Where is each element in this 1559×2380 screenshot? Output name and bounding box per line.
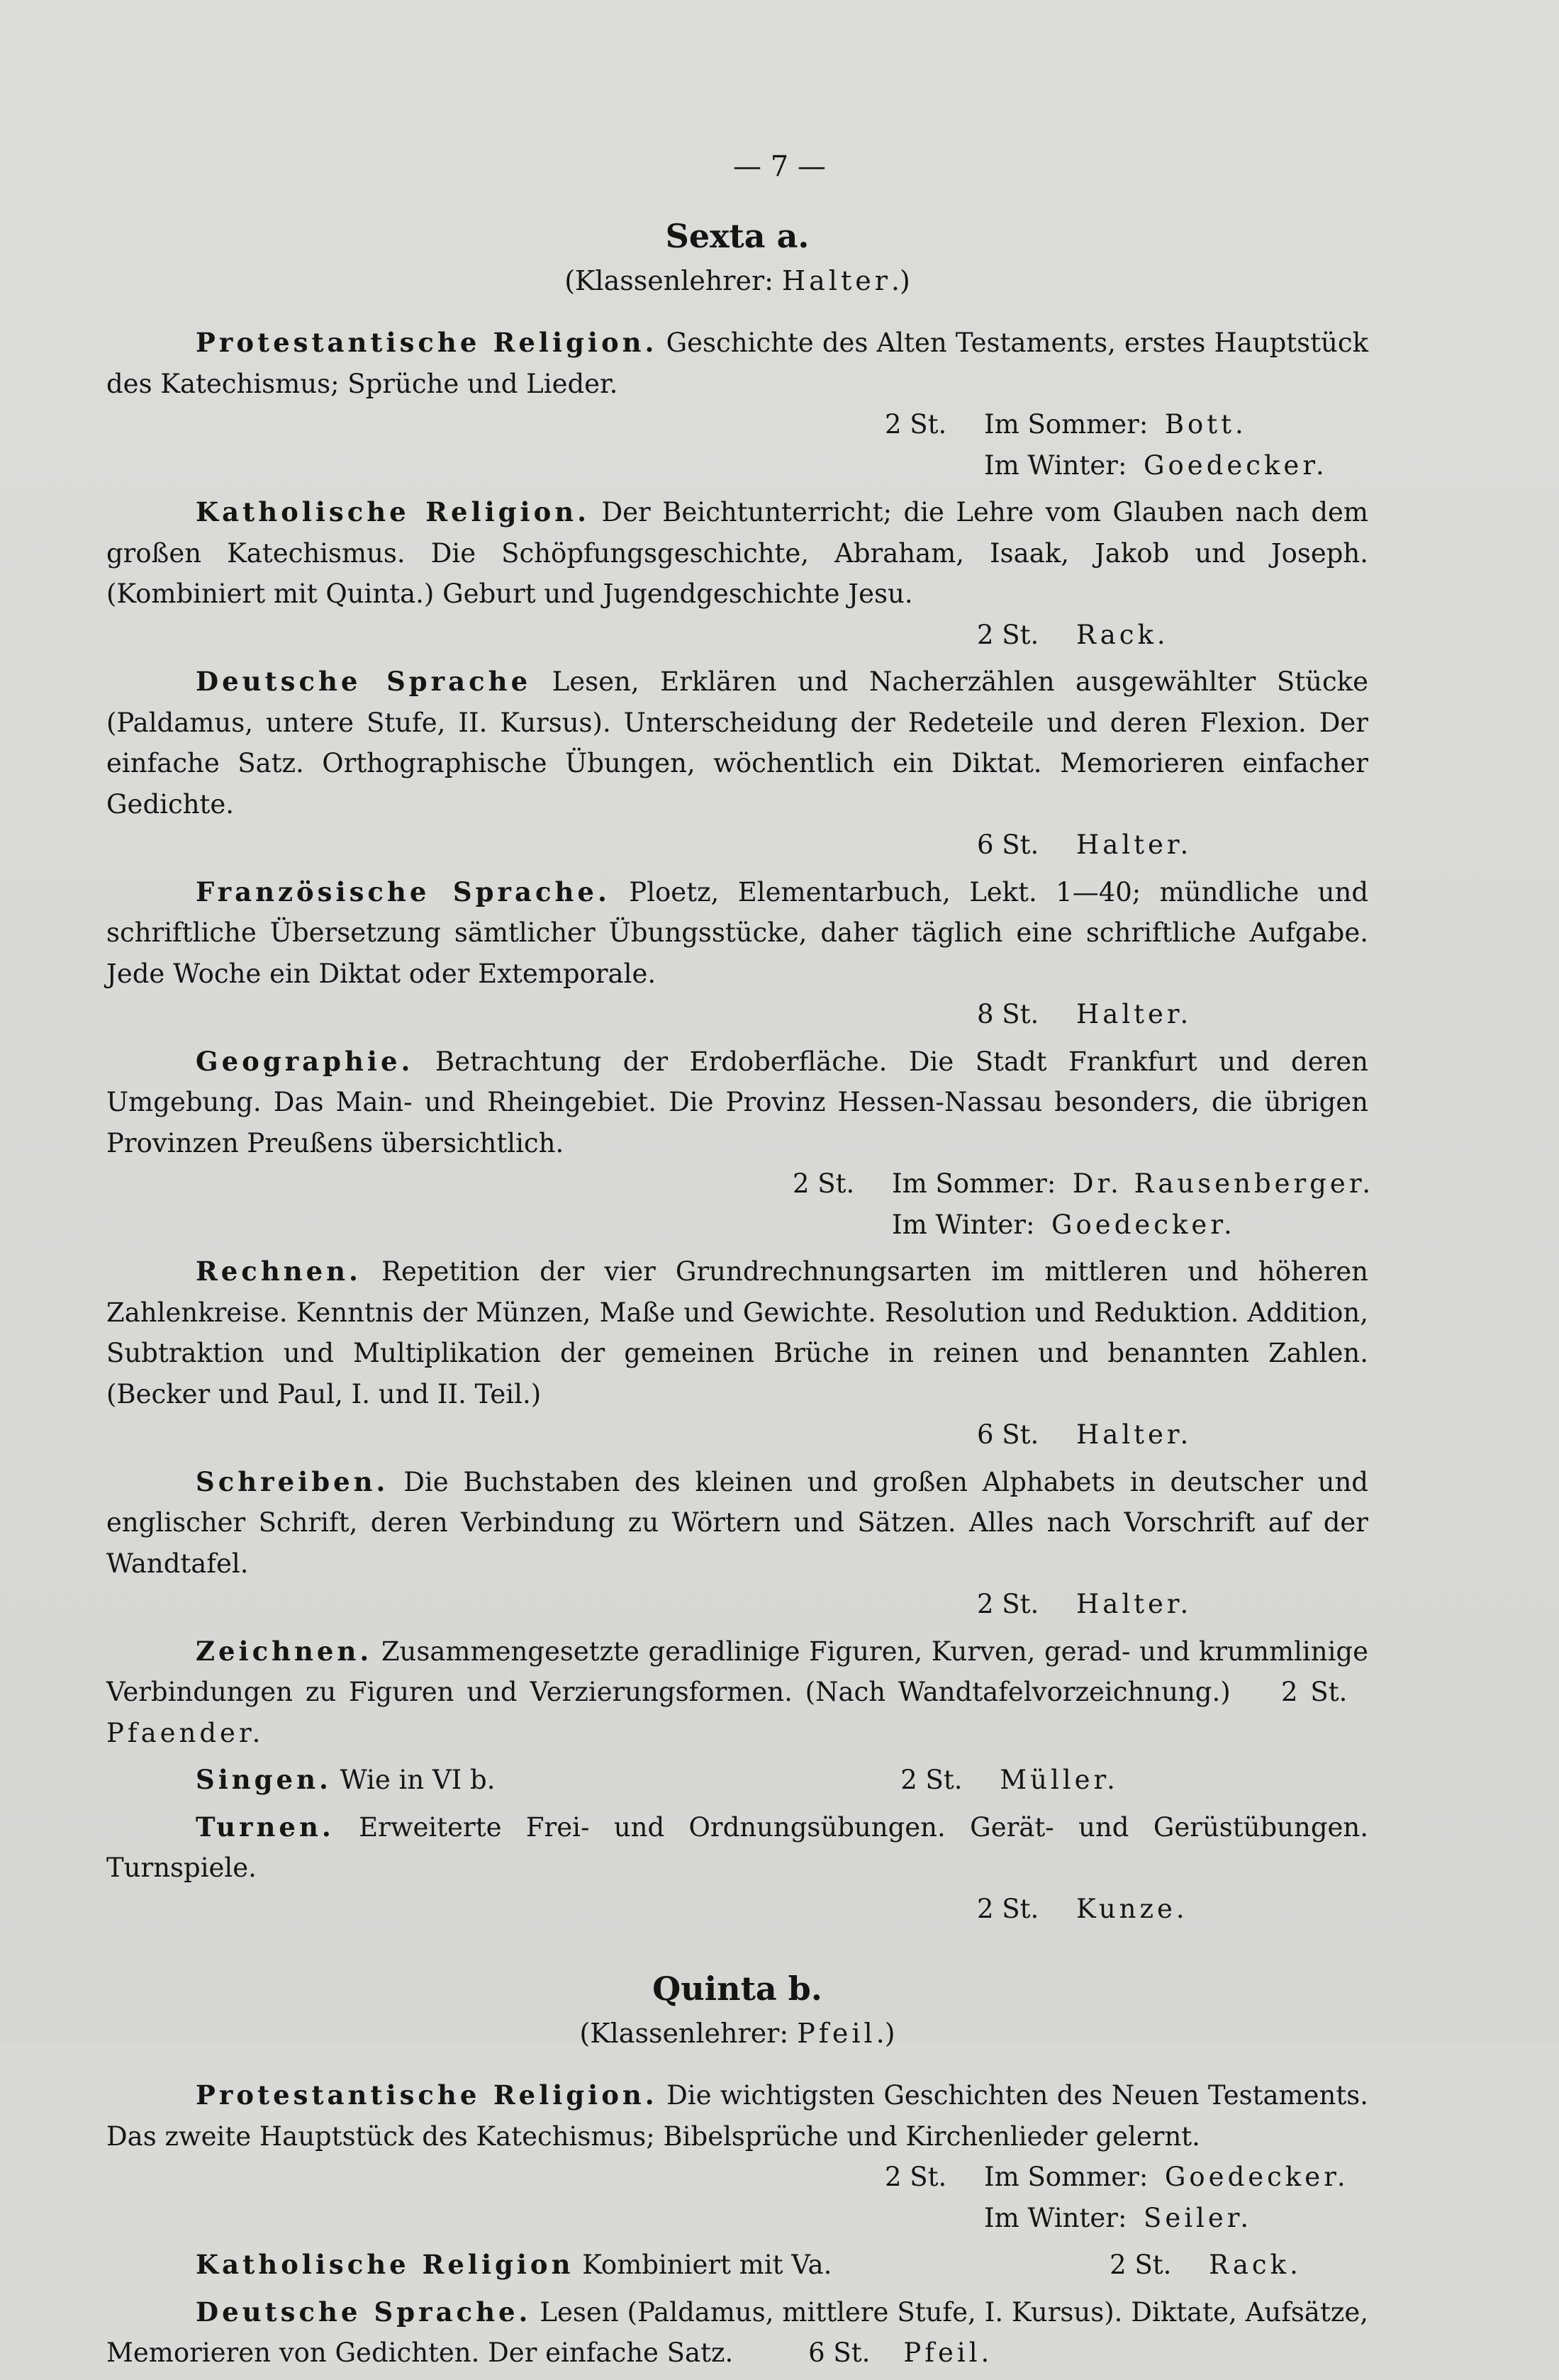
subject-text: Ploetz, Elementarbuch, Lekt. 1—40; mündliche und schriftliche Übersetzung sämtlicher Übungsstücke, daher täglich eine schriftliche Aufgabe. Jede Woche ein Diktat oder Extemporale. xyxy=(106,876,1369,989)
subject-entry xyxy=(106,1041,1375,1246)
subject-title: Katholische Religion xyxy=(196,2249,574,2280)
subject-teacher: Rack. xyxy=(1209,2250,1302,2280)
subject-hours: 2 St. xyxy=(793,1168,855,1199)
class-teacher-prefix: (Klassenlehrer: xyxy=(579,2018,798,2049)
subject-hours: 2 St. xyxy=(977,1893,1039,1924)
inline-hours xyxy=(742,2337,993,2368)
subject-teacher: Dr. Rausenberger. xyxy=(1072,1168,1375,1199)
page-number: — 7 — xyxy=(733,150,826,183)
subject-teacher: Halter. xyxy=(1076,999,1192,1029)
subject-text: Lesen, Erklären und Nacherzählen ausgewählter Stücke (Paldamus, untere Stufe, II. Kursus). Unterscheidung der Redeteile und deren Flexion. Der einfache Satz. Orthographische Übungen, wöchentlich ein Diktat. Memorieren einfacher Gedichte. xyxy=(106,666,1368,820)
class-teacher-suffix: .) xyxy=(876,2018,895,2049)
subject-hours: 2 St. xyxy=(1281,1677,1348,1707)
inline-hours xyxy=(1110,2245,1302,2286)
subject-entry xyxy=(106,492,1368,655)
subject-teacher: Halter. xyxy=(1076,829,1192,860)
subject-hours: 2 St. xyxy=(977,1589,1039,1619)
subject-teacher: Halter. xyxy=(1076,1589,1192,1619)
subject-text: Lesen (Paldamus, mittlere Stufe, I. Kursus). Diktate, Aufsätze, Memorieren von Gedichten. Der einfache Satz. xyxy=(106,2296,1368,2368)
hours-line xyxy=(106,994,1368,1035)
term-label: Im Winter: xyxy=(984,449,1127,481)
class-teacher-name: Halter xyxy=(782,265,891,296)
subject-entry xyxy=(106,2245,1368,2286)
subject-hours: 6 St. xyxy=(808,2337,871,2368)
subject-hours: 2 St. xyxy=(1110,2250,1172,2280)
term-label: Im Sommer: xyxy=(984,409,1149,440)
inline-hours xyxy=(900,1760,1119,1801)
section-sexta-a xyxy=(106,216,1375,1929)
hours-line xyxy=(106,1205,1368,1246)
subject-entry xyxy=(106,323,1368,486)
subject-hours: 6 St. xyxy=(977,829,1039,860)
subject-entry xyxy=(106,872,1368,1035)
subject-hours: 6 St. xyxy=(977,1419,1039,1450)
hours-line xyxy=(106,1163,1375,1205)
subject-title: Protestantische Religion. xyxy=(196,2079,658,2111)
subject-title: Turnen. xyxy=(196,1811,335,1843)
class-teacher-line xyxy=(106,263,1368,298)
hours-line xyxy=(106,1889,1368,1930)
subject-title: Geographie. xyxy=(196,1045,414,1077)
section-heading: Quinta b. xyxy=(652,1970,822,2008)
hours-line xyxy=(106,445,1368,486)
class-teacher-name: Pfeil xyxy=(797,2018,876,2049)
subject-title: Französische Sprache. xyxy=(196,876,610,907)
section-heading: Sexta a. xyxy=(665,217,810,255)
subject-hours: 2 St. xyxy=(900,1765,963,1795)
subject-text: Kombiniert mit Va. xyxy=(582,2250,832,2280)
subject-hours: 2 St. xyxy=(885,409,947,440)
hours-line xyxy=(106,2157,1368,2198)
subject-entry xyxy=(106,2075,1368,2238)
subject-text: Repetition der vier Grundrechnungsarten im mittleren und höheren Zahlenkreise. Kenntnis der Münzen, Maße und Gewichte. Resolution und Reduktion. Addition, Subtraktion und Multiplikation der gemeinen Brüche in reinen und benannten Zahlen. (Becker und Paul, I. und II. Teil.) xyxy=(106,1256,1368,1409)
subject-text: Geschichte des Alten Testaments, erstes Hauptstück des Katechismus; Sprüche und Lieder. xyxy=(106,328,1369,399)
subject-hours: 8 St. xyxy=(977,999,1039,1029)
subject-title: Schreiben. xyxy=(196,1465,389,1497)
subject-teacher: Müller. xyxy=(1000,1765,1119,1795)
subject-hours: 2 St. xyxy=(977,619,1039,650)
subject-teacher: Pfeil. xyxy=(903,2337,993,2368)
hours-line xyxy=(106,825,1368,866)
subject-teacher: Pfaender. xyxy=(106,1717,264,1748)
subject-entry xyxy=(106,1807,1368,1930)
subject-title: Singen. xyxy=(196,1764,332,1795)
hours-line xyxy=(106,615,1368,656)
class-teacher-suffix: .) xyxy=(890,265,910,296)
subject-text: Wie in VI b. xyxy=(340,1765,496,1795)
hours-line xyxy=(106,2198,1368,2239)
class-teacher-line xyxy=(106,2016,1368,2051)
subject-teacher: Goedecker. xyxy=(1164,2162,1349,2192)
subject-teacher: Goedecker. xyxy=(1143,449,1328,481)
class-teacher-prefix: (Klassenlehrer: xyxy=(564,265,783,296)
subject-entry xyxy=(106,1251,1368,1456)
subject-teacher: Goedecker. xyxy=(1051,1209,1236,1240)
subject-teacher: Seiler. xyxy=(1143,2202,1253,2233)
term-label: Im Winter: xyxy=(984,2202,1127,2233)
subject-teacher: Kunze. xyxy=(1076,1893,1188,1924)
subject-title: Protestantische Religion. xyxy=(196,327,658,358)
subject-text: Zusammengesetzte geradlinige Figuren, Kurven, gerad- und krummlinige Verbindungen zu Figuren und Verzierungsformen. (Nach Wandtafelvorzeichnung.) xyxy=(106,1636,1368,1707)
subject-entry xyxy=(106,1462,1368,1625)
subject-text: Der Beichtunterricht; die Lehre vom Glauben nach dem großen Katechismus. Die Schöpfungsgeschichte, Abraham, Isaak, Jakob und Joseph. (Kombiniert mit Quinta.) Geburt und Jugendgeschichte Jesu. xyxy=(106,497,1368,609)
subject-text: Die wichtigsten Geschichten des Neuen Testaments. Das zweite Hauptstück des Katechismus; Bibelsprüche und Kirchenlieder gelernt. xyxy=(106,2080,1368,2152)
hours-line xyxy=(106,404,1368,445)
subject-text: Betrachtung der Erdoberfläche. Die Stadt Frankfurt und deren Umgebung. Das Main- und Rheingebiet. Die Provinz Hessen-Nassau besonders, die übrigen Provinzen Preußens übersichtlich. xyxy=(106,1046,1369,1158)
subject-entry xyxy=(106,1760,1368,1801)
subject-title: Deutsche Sprache. xyxy=(196,2296,532,2328)
hours-line xyxy=(106,1584,1368,1625)
term-label: Im Winter: xyxy=(892,1209,1035,1240)
subject-title: Zeichnen. xyxy=(196,1635,373,1667)
section-quinta-b xyxy=(106,1969,1368,2374)
hours-line xyxy=(106,1414,1368,1456)
subject-entry xyxy=(106,2292,1368,2374)
subject-entry xyxy=(106,1631,1368,1754)
subject-teacher: Halter. xyxy=(1076,1419,1192,1450)
subject-title: Katholische Religion. xyxy=(196,496,591,527)
subject-teacher: Rack. xyxy=(1076,619,1169,650)
subject-teacher: Bott. xyxy=(1164,409,1247,440)
subject-hours: 2 St. xyxy=(885,2162,947,2192)
term-label: Im Sommer: xyxy=(984,2162,1149,2192)
subject-text: Die Buchstaben des kleinen und großen Alphabets in deutscher und englischer Schrift, deren Verbindung zu Wörtern und Sätzen. Alles nach Vorschrift auf der Wandtafel. xyxy=(106,1466,1368,1579)
subject-title: Rechnen. xyxy=(196,1256,362,1287)
term-label: Im Sommer: xyxy=(892,1168,1056,1199)
subject-text: Erweiterte Frei- und Ordnungsübungen. Gerät- und Gerüstübungen. Turnspiele. xyxy=(106,1811,1368,1883)
subject-title: Deutsche Sprache xyxy=(196,666,532,697)
page-content xyxy=(106,216,1375,2380)
subject-entry xyxy=(106,661,1368,866)
